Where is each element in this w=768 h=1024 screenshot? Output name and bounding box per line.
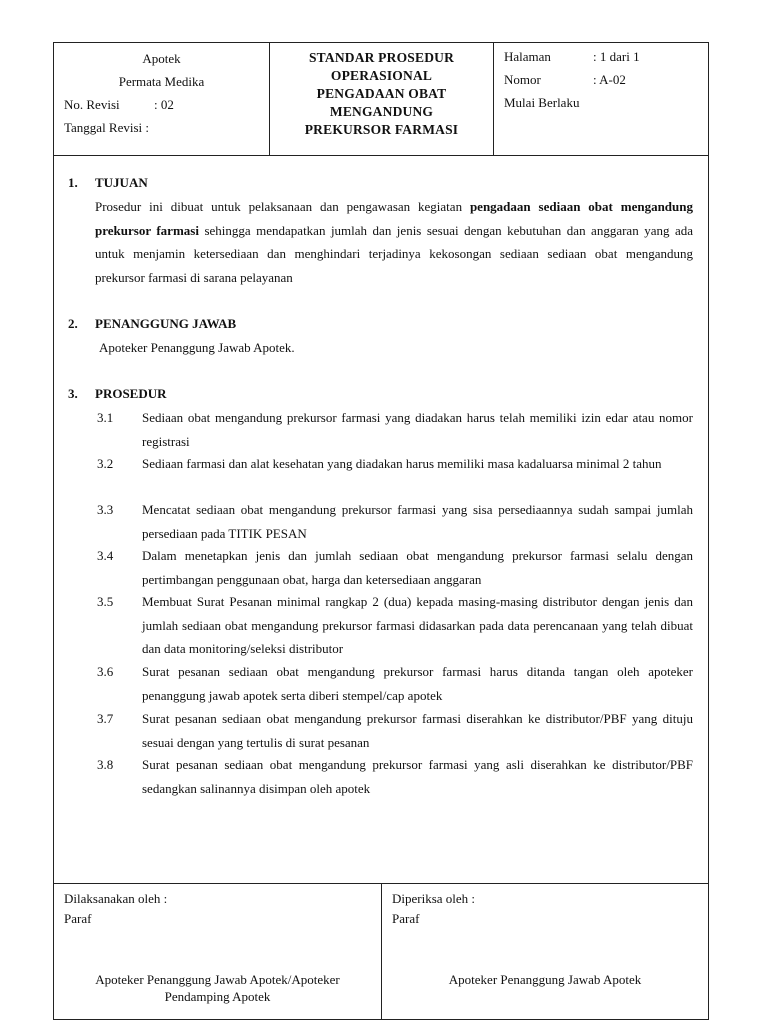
procedure-item-text: Surat pesanan sediaan obat mengandung prekursor farmasi harus ditanda tangan oleh apoteker penanggung jawab apotek serta diberi stempel/cap apotek — [142, 664, 693, 703]
number-value: : A-02 — [593, 72, 626, 87]
procedure-item-text: Mencatat sediaan obat mengandung prekursor farmasi yang sisa persediaannya sudah sampai jumlah persediaan pada TITIK PESAN — [142, 502, 693, 541]
page-value: : 1 dari 1 — [593, 49, 640, 64]
procedure-item — [95, 498, 693, 545]
document-title — [270, 43, 493, 139]
checked-role: Apoteker Penanggung Jawab Apotek — [448, 972, 642, 987]
executed-by-label: Dilaksanakan oleh : — [64, 891, 168, 906]
procedure-item — [95, 452, 693, 476]
number-label: Nomor — [504, 72, 541, 87]
revision-value: : 02 — [154, 97, 174, 112]
revision-row — [54, 93, 269, 116]
header-org-cell — [54, 43, 270, 155]
procedure-item-number: 3.3 — [97, 502, 114, 517]
checked-by-cell — [382, 883, 708, 1019]
title-line: PREKURSOR FARMASI — [304, 122, 459, 137]
section-heading-prosedur — [68, 386, 167, 402]
procedure-item-text: Sediaan farmasi dan alat kesehatan yang diadakan harus memiliki masa kadaluarsa minimal 2 tahun — [142, 456, 662, 471]
executed-paraf-label: Paraf — [64, 911, 92, 926]
section-heading-penanggung-jawab — [68, 316, 236, 332]
procedure-item — [95, 707, 693, 754]
procedure-item-text: Surat pesanan sediaan obat mengandung prekursor farmasi yang asli diserahkan ke distributor/PBF sedangkan salinannya disimpan oleh apotek — [142, 757, 693, 796]
section-heading-tujuan — [68, 175, 148, 191]
procedure-item — [95, 753, 693, 800]
page-row — [494, 45, 708, 68]
revision-date-row — [54, 116, 269, 139]
executed-role-line: Apoteker Penanggung Jawab Apotek/Apoteker — [95, 972, 340, 987]
penanggung-jawab-text: Apoteker Penanggung Jawab Apotek. — [99, 340, 295, 355]
procedure-item-text: Dalam menetapkan jenis dan jumlah sediaan obat mengandung prekursor farmasi selalu dengan pertimbangan penggunaan obat, harga dan ketersediaan anggaran — [142, 548, 693, 587]
procedure-item-number: 3.8 — [97, 757, 114, 772]
effective-label: Mulai Berlaku — [504, 95, 580, 110]
procedure-item-number: 3.1 — [97, 410, 114, 425]
tujuan-paragraph — [95, 195, 693, 289]
tujuan-text-emphasis: pengadaan sediaan obat mengandung prekursor farmasi — [95, 199, 693, 238]
section-number: 3. — [68, 386, 78, 401]
document-header — [54, 43, 708, 156]
section-number: 2. — [68, 316, 78, 331]
procedure-item-number: 3.2 — [97, 456, 114, 471]
procedure-item-text: Surat pesanan sediaan obat mengandung prekursor farmasi diserahkan ke distributor/PBF yang dituju sesuai dengan yang tertulis di surat pesanan — [142, 711, 693, 750]
procedure-item — [95, 590, 693, 661]
procedure-item-number: 3.6 — [97, 664, 114, 679]
executed-role-line: Pendamping Apotek — [164, 989, 271, 1004]
revision-date-label: Tanggal Revisi : — [64, 120, 150, 135]
document-body — [54, 155, 708, 884]
title-line: OPERASIONAL — [330, 68, 433, 83]
procedure-item — [95, 406, 693, 453]
signature-footer — [54, 883, 708, 1019]
title-line: MENGANDUNG — [329, 104, 434, 119]
sop-document — [53, 42, 709, 1020]
procedure-item-number: 3.4 — [97, 548, 114, 563]
section-number: 1. — [68, 175, 78, 190]
executed-role — [54, 971, 381, 1005]
section-title: TUJUAN — [95, 175, 148, 190]
tujuan-text-end: sehingga mendapatkan jumlah dan jenis sesuai dengan kebutuhan dan anggaran yang ada untuk menjamin ketersediaan dan menghindari terjadinya kekosongan sediaan sediaan obat mengandung prekursor farmasi di sarana pelayanan — [95, 222, 693, 285]
header-meta-cell — [494, 43, 708, 155]
procedure-item-text: Membuat Surat Pesanan minimal rangkap 2 (dua) kepada masing-masing distributor dengan jenis dan jumlah sediaan obat mengandung prekursor farmasi didasarkan pada data perencanaan yang telah dibuat dan data monitoring/seleksi distributor — [142, 594, 693, 656]
number-row — [494, 68, 708, 91]
executed-by-cell — [54, 883, 382, 1019]
checked-paraf-label: Paraf — [392, 911, 420, 926]
page-label: Halaman — [504, 49, 551, 64]
procedure-item-text: Sediaan obat mengandung prekursor farmasi yang diadakan harus telah memiliki izin edar atau nomor registrasi — [142, 410, 693, 449]
section-title: PENANGGUNG JAWAB — [95, 316, 237, 331]
effective-row — [494, 91, 708, 114]
header-title-cell — [270, 43, 494, 155]
checked-by-label: Diperiksa oleh : — [392, 891, 476, 906]
procedure-item — [95, 660, 693, 707]
section-title: PROSEDUR — [95, 386, 167, 401]
org-name-line2: Permata Medika — [118, 74, 205, 89]
tujuan-text-start: Prosedur ini dibuat untuk pelaksanaan dan pengawasan kegiatan — [95, 199, 470, 214]
procedure-item — [95, 544, 693, 591]
title-line: PENGADAAN OBAT — [316, 86, 447, 101]
revision-label: No. Revisi — [64, 97, 120, 112]
procedure-item-number: 3.5 — [97, 594, 114, 609]
procedure-item-number: 3.7 — [97, 711, 114, 726]
title-line: STANDAR PROSEDUR — [308, 50, 455, 65]
org-name-line1: Apotek — [142, 51, 181, 66]
